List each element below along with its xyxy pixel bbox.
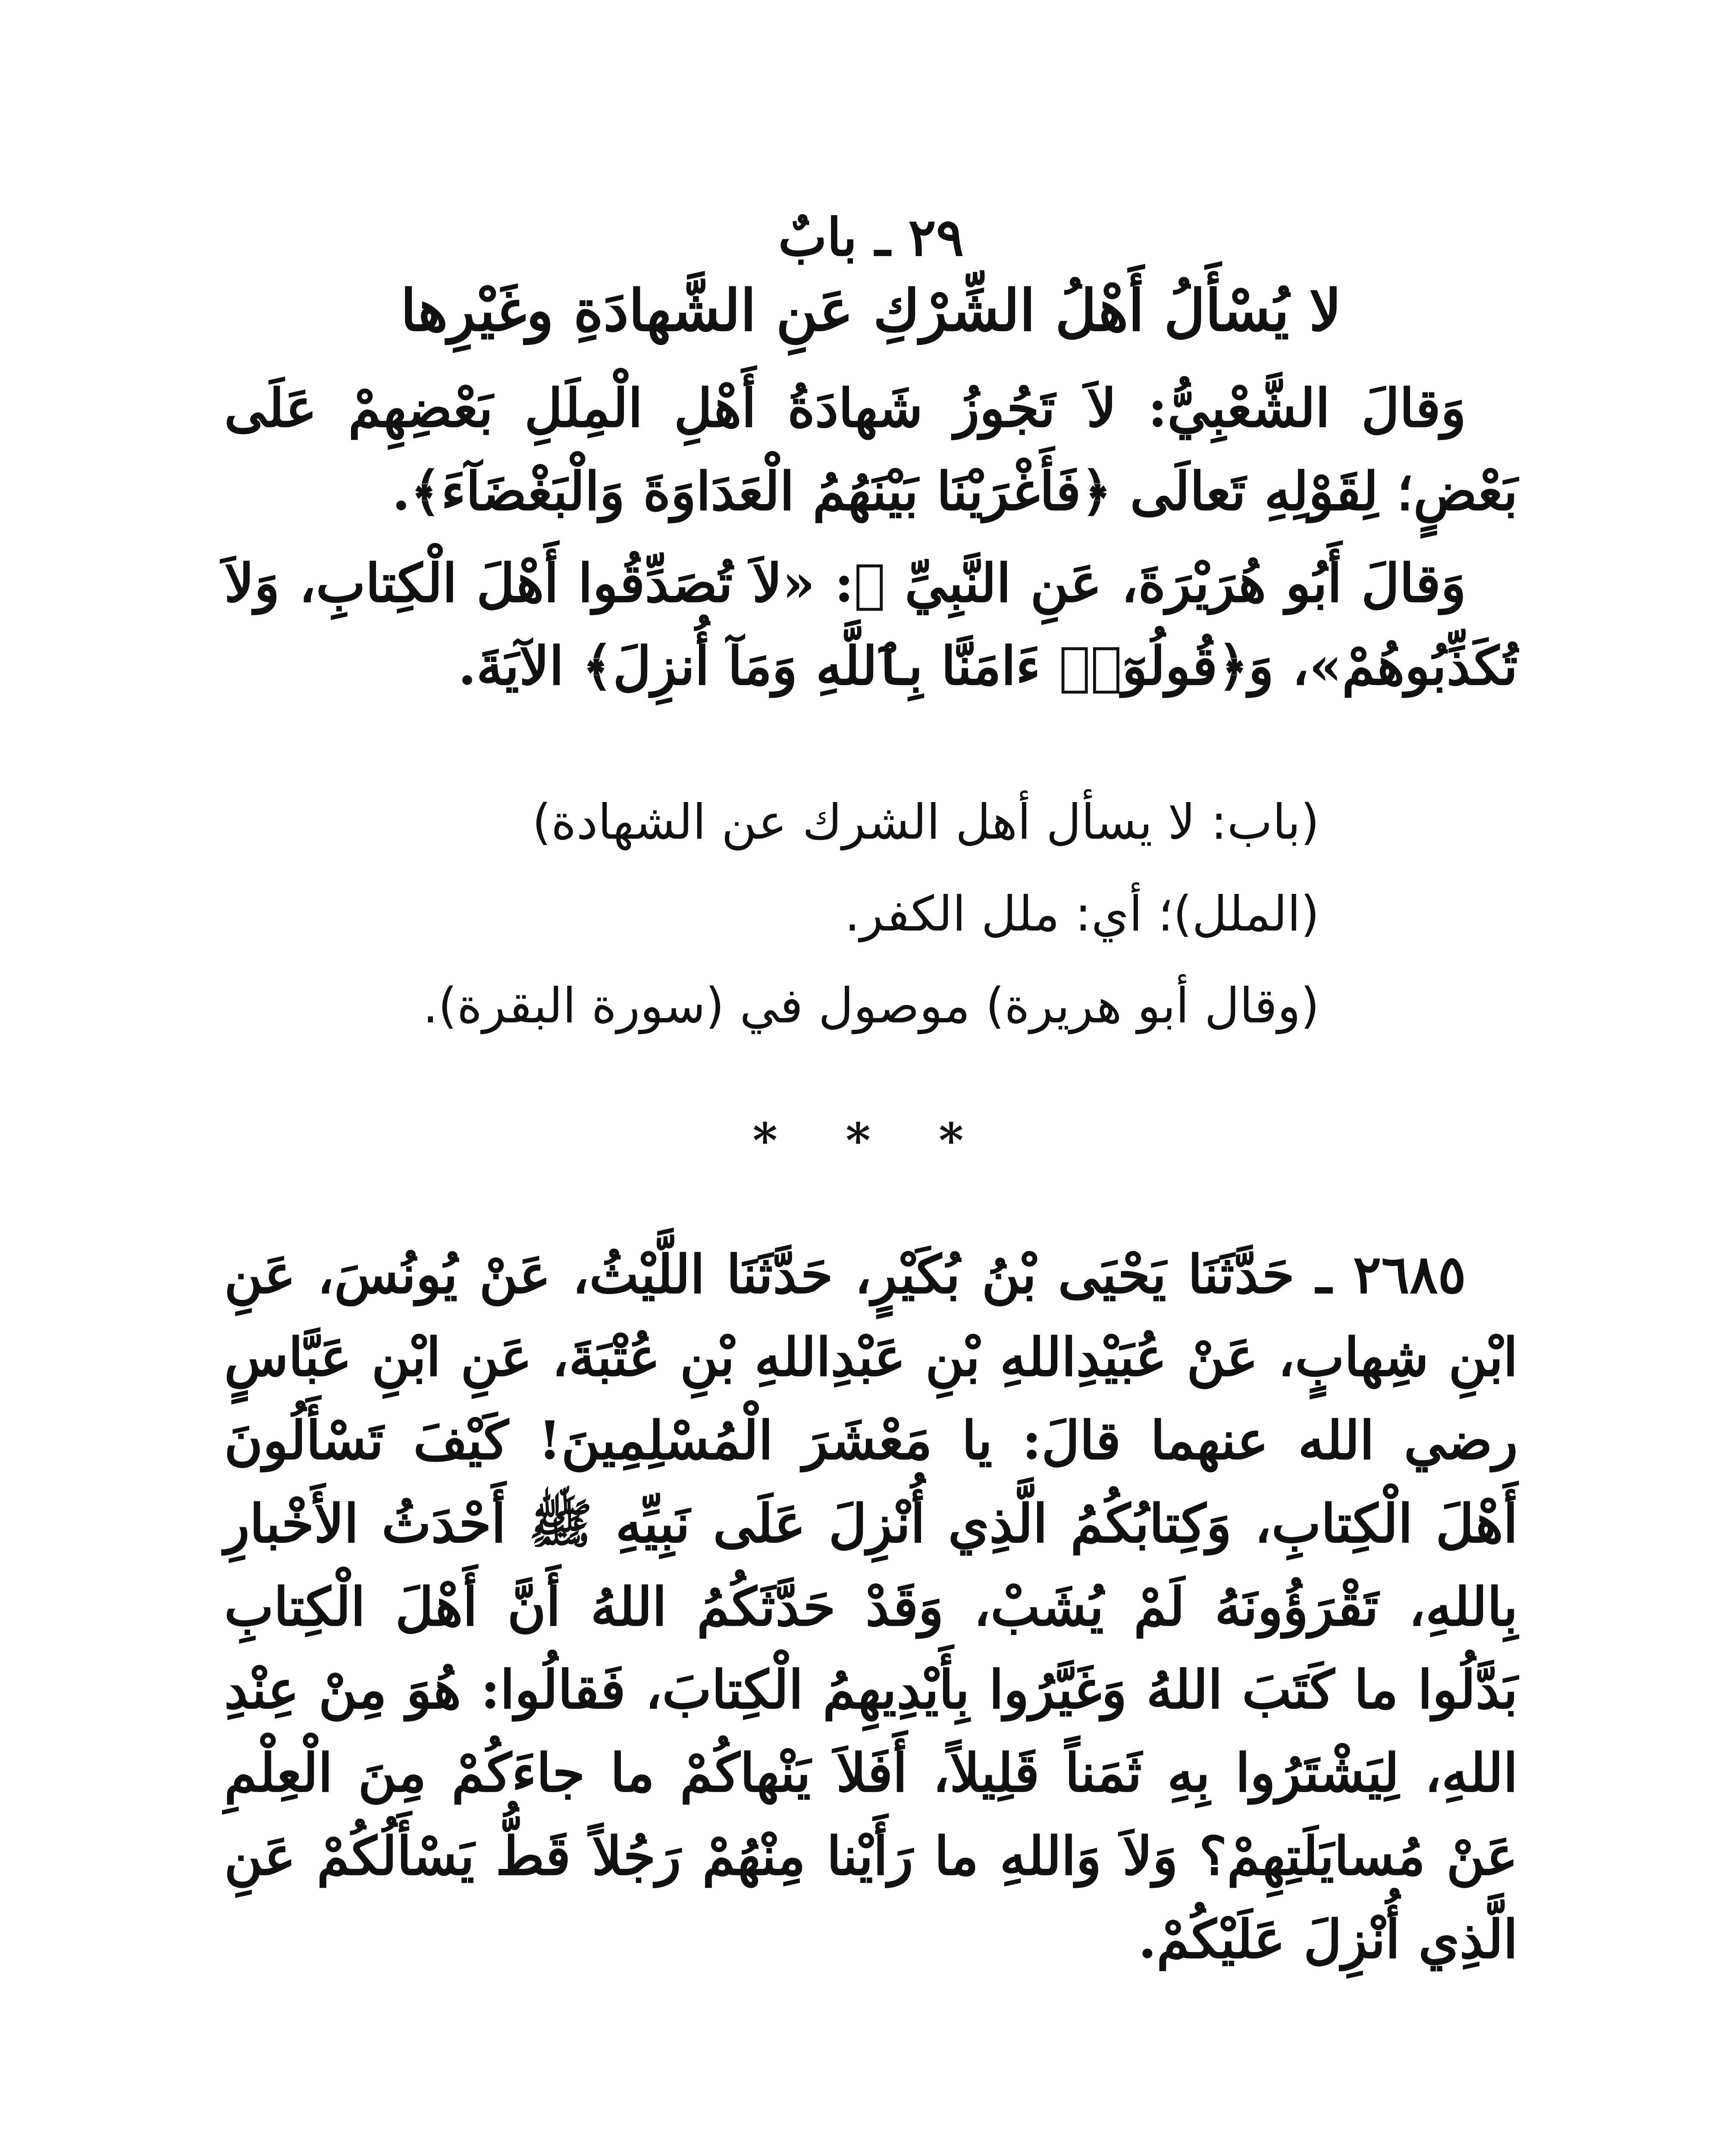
note-line: (وقال أبو هريرة) موصول في (سورة البقرة). — [423, 978, 1319, 1034]
note-line: (باب: لا يسأل أهل الشرك عن الشهادة) — [532, 794, 1319, 851]
matn-paragraph-abu-hurayra: وَقالَ أَبُو هُرَيْرَةَ، عَنِ النَّبِيِّ ﷺ: «لاَ تُصَدِّقُوا أَهْلَ الْكِتابِ، وَلاَ تُكَذِّبُوهُمْ»، وَ﴿قُولُوٓا۟ ءَامَنَّا بِٱللَّهِ وَمَآ أُنزِلَ﴾ الآيَةَ. — [224, 552, 1518, 697]
chapter-number: ٢٩ ـ بابٌ — [778, 207, 964, 268]
section-separator: * * * — [752, 1112, 990, 1168]
note-line: (الملل)؛ أي: ملل الكفر. — [844, 886, 1319, 942]
chapter-title: لا يُسْأَلُ أَهْلُ الشِّرْكِ عَنِ الشَّهادَةِ وغَيْرِها — [400, 277, 1342, 344]
matn-paragraph-shabi: وَقالَ الشَّعْبِيُّ: لاَ تَجُوزُ شَهادَةُ أَهْلِ الْمِلَلِ بَعْضِهِمْ عَلَى بَعْضٍ؛ لِقَوْلِهِ تَعالَى ﴿فَأَغْرَيْنَا بَيْنَهُمُ الْعَدَاوَةَ وَالْبَغْضَآءَ﴾. — [224, 377, 1518, 522]
hadith-2685: ٢٦٨٥ ـ حَدَّثَنَا يَحْيَى بْنُ بُكَيْرٍ، حَدَّثَنَا اللَّيْثُ، عَنْ يُونُسَ، عَنِ ابْنِ شِهابٍ، عَنْ عُبَيْدِاللهِ بْنِ عَبْدِاللهِ بْنِ عُتْبَةَ، عَنِ ابْنِ عَبَّاسٍ رضي الله عنهما قالَ: يا مَعْشَرَ الْمُسْلِمِينَ! كَيْفَ تَسْأَلُونَ أَهْلَ الْكِتابِ، وَكِتابُكُمُ الَّذِي أُنْزِلَ عَلَى نَبِيِّهِ ﷺ أَحْدَثُ الأَخْبارِ بِاللهِ، تَقْرَؤُونَهُ لَمْ يُشَبْ، وَقَدْ حَدَّثَكُمُ اللهُ أَنَّ أَهْلَ الْكِتابِ بَدَّلُوا ما كَتَبَ اللهُ وَغَيَّرُوا بِأَيْدِيهِمُ الْكِتابَ، فَقالُوا: هُوَ مِنْ عِنْدِ اللهِ، لِيَشْتَرُوا بِهِ ثَمَناً قَلِيلاً، أَفَلاَ يَنْهاكُمْ ما جاءَكُمْ مِنَ الْعِلْمِ عَنْ مُسايَلَتِهِمْ؟ وَلاَ وَاللهِ ما رَأَيْنا مِنْهُمْ رَجُلاً قَطُّ يَسْأَلُكُمْ عَنِ الَّذِي أُنْزِلَ عَلَيْكُمْ. — [224, 1243, 1518, 1970]
commentary-notes — [224, 777, 1518, 1052]
page-content — [224, 203, 1518, 1981]
